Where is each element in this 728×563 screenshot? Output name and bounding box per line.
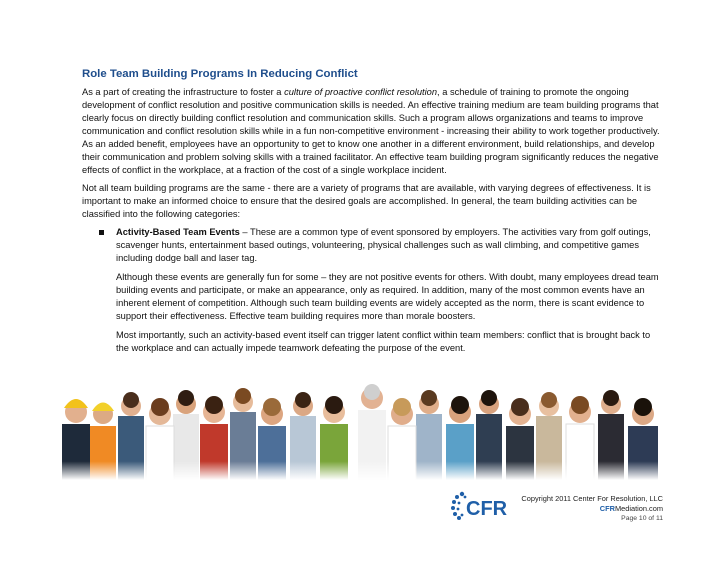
website-link[interactable]: [520, 504, 663, 514]
bullet-heading: Activity-Based Team Events: [116, 227, 240, 237]
copyright-text: Copyright 2011 Center For Resolution, LLC: [521, 494, 663, 503]
bullet-text: – These are a common type of event sponsored by employers. The activities vary from golf outings, scavenger hunts, entertainment based outings, volunteering, physical challenges such as wall climbing, and competitive games including dodge ball and laser tag.: [116, 227, 651, 263]
paragraph-1-end: , a schedule of training to promote the ongoing development of conflict resolution and positive communication skills is needed. An effective training medium are team building programs that clearly focus on directly building conflict resolution and communication skills. Such a program allows organizations and teams to improve communication and conflict resolution skills while in a fun non-competitive environment - increasing their ability to work together productively. As an added benefit, employees have an opportunity to get to know one another in a different environment, build relationships, and develop their communication and problem solving skills with a trained facilitator. An effective team building program significantly reduces the negative effects of conflict in the workplace, at a fraction of the cost of a single workplace incident.: [82, 87, 660, 175]
bullet-item: [82, 226, 665, 355]
bullet-square-icon: [99, 230, 104, 235]
website-brand: CFR: [599, 504, 615, 513]
section-title: Role Team Building Programs In Reducing Conflict: [82, 68, 358, 80]
cfr-logo: [448, 488, 522, 524]
paragraph-2: Not all team building programs are the same - there are a variety of programs that are available, with varying degrees of effectiveness. It is important to make an informed choice to ensure that the desired goals are accomplished. In general, the team building activities can be classified into the following categories:: [82, 183, 651, 219]
body-text: [82, 86, 665, 361]
bullet-paragraph-2: Although these events are generally fun for some – they are not positive events for others. With doubt, many employees dread team building events and participate, or make an appearance, only as required. In addition, many of the most common events have an inherent element of competition. Although such team building events are widely accepted as the norm, there is scant evidence to support their effectiveness. Effective team building requires more than morale boosters.: [116, 272, 659, 321]
paragraph-1: [82, 86, 665, 177]
paragraph-1-italic: culture of proactive conflict resolution: [284, 87, 438, 97]
footer: [520, 494, 663, 524]
website-rest: Mediation.com: [614, 504, 663, 513]
bullet-paragraph-3: Most importantly, such an activity-based event itself can trigger latent conflict within team members: conflict that is brought back to the workplace and can actually impede teamwork defeating the purpose of the event.: [116, 330, 651, 353]
paragraph-1-start: As a part of creating the infrastructure to foster a: [82, 87, 285, 97]
page-number: Page 10 of 11: [621, 515, 663, 522]
logo-dots-icon: [451, 492, 466, 520]
group-photo: [58, 376, 670, 480]
logo-text: CFR: [466, 498, 508, 520]
bullet-paragraph-1: [116, 226, 665, 265]
